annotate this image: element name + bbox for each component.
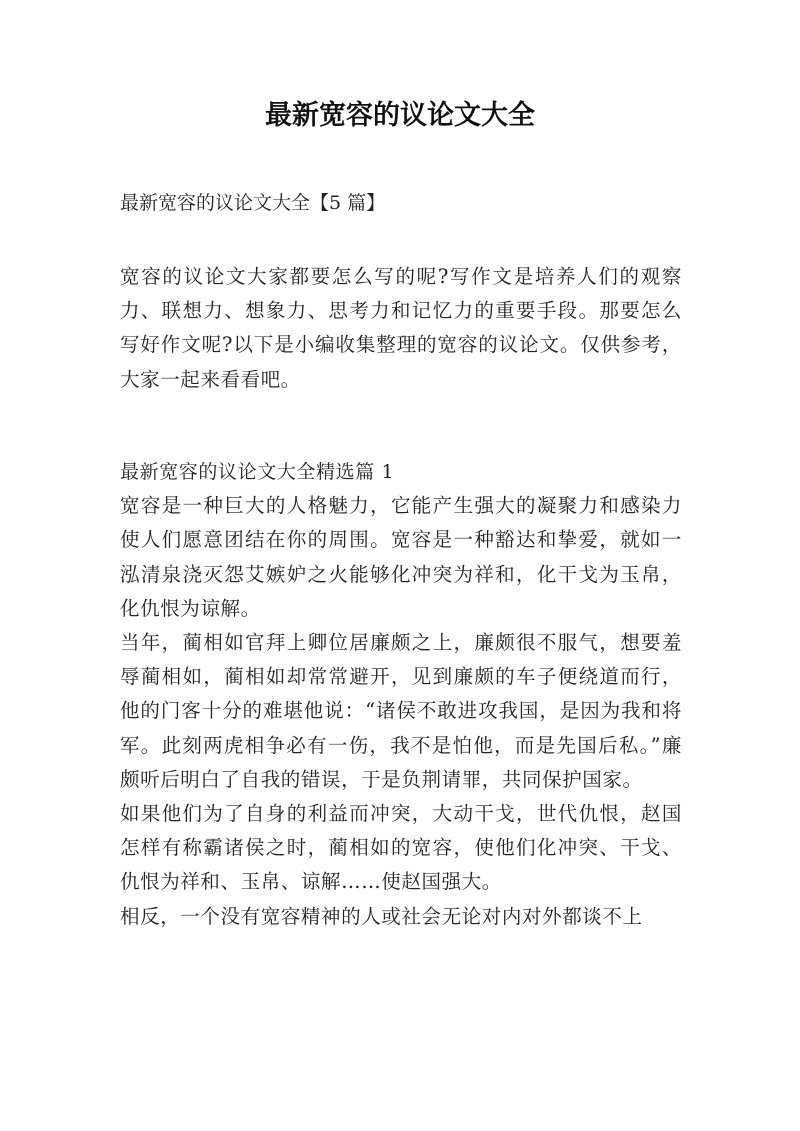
document-subtitle: 最新宽容的议论文大全【5 篇】: [120, 192, 386, 214]
body-paragraph: 宽容是一种巨大的人格魅力，它能产生强大的凝聚力和感染力使人们愿意团结在你的周围。宽容是一种豁达和挚爱，就如一泓清泉浇灭怨艾嫉妒之火能够化冲突为祥和，化干戈为玉帛，化仇恨为谅解。: [120, 494, 682, 620]
section-heading: 最新宽容的议论文大全精选篇 1: [120, 461, 395, 483]
body-paragraph: 相反，一个没有宽容精神的人或社会无论对内对外都谈不上: [120, 904, 643, 928]
essay-section-1: [120, 455, 682, 934]
body-paragraph: 当年，蔺相如官拜上卿位居廉颇之上，廉颇很不服气，想要羞辱蔺相如，蔺相如却常常避开，见到廉颇的车子便绕道而行，他的门客十分的难堪他说：“诸侯不敢进攻我国，是因为我和将军。此刻两虎相争必有一伤，我不是怕他，而是先国后私。”廉颇听后明白了自我的错误，于是负荆请罪，共同保护国家。: [120, 631, 682, 791]
body-paragraph: 如果他们为了自身的利益而冲突，大动干戈，世代仇恨，赵国怎样有称霸诸侯之时，蔺相如的宽容，使他们化冲突、干戈、仇恨为祥和、玉帛、谅解……使赵国强大。: [120, 802, 682, 894]
document-title: 最新宽容的议论文大全: [265, 100, 535, 131]
intro-paragraph: 宽容的议论文大家都要怎么写的呢?写作文是培养人们的观察力、联想力、想象力、思考力和记忆力的重要手段。那要怎么写好作文呢?以下是小编收集整理的宽容的议论文。仅供参考，大家一起来看看吧。: [120, 265, 682, 391]
